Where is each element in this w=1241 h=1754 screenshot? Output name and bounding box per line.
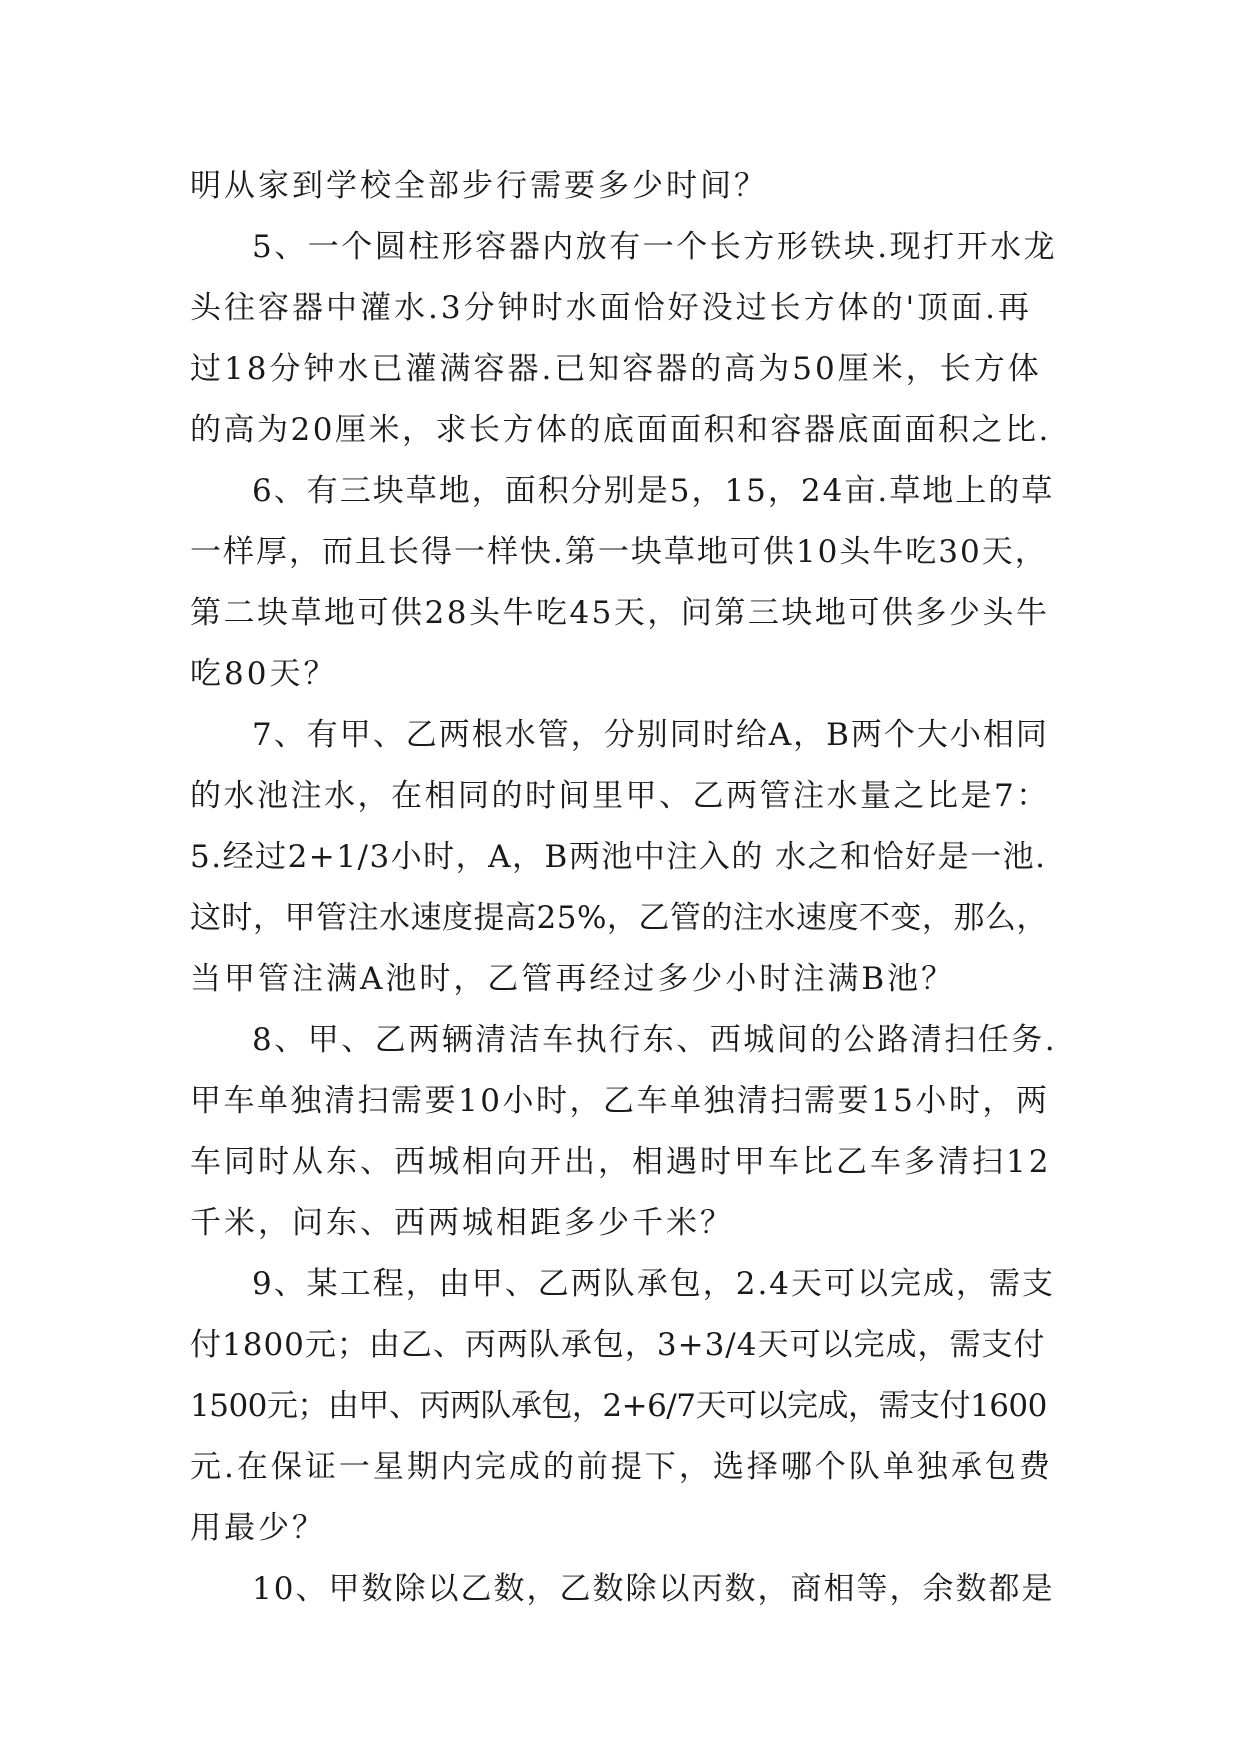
- text-line: 明从家到学校全部步行需要多少时间？: [190, 168, 768, 204]
- document-body: [190, 156, 1058, 1620]
- problem-7-first-line: 7、有甲、乙两根水管，分别同时给A，B两个大小相同: [252, 717, 1049, 753]
- text-line: 的水池注水，在相同的时间里甲、乙两管注水量之比是7：: [190, 778, 1050, 814]
- text-line: 元.在保证一星期内完成的前提下，选择哪个队单独承包费: [190, 1449, 1053, 1485]
- text-line: 这时，甲管注水速度提高25%，乙管的注水速度不变，那么，: [190, 900, 1048, 936]
- text-line: 头往容器中灌水.3分钟时水面恰好没过长方体的'顶面.再: [190, 290, 1032, 326]
- text-line: 用最少？: [190, 1510, 326, 1546]
- text-line: 吃80天？: [190, 656, 338, 692]
- text-line: 的高为20厘米，求长方体的底面面积和容器底面面积之比.: [190, 412, 1051, 448]
- text-line: 当甲管注满A池时，乙管再经过多少小时注满B池？: [190, 961, 956, 997]
- problem-10-first-line: 10、甲数除以乙数，乙数除以丙数，商相等，余数都是: [252, 1571, 1055, 1607]
- text-line: 一样厚，而且长得一样快.第一块草地可供10头牛吃30天，: [190, 534, 1048, 570]
- text-line: 过18分钟水已灌满容器.已知容器的高为50厘米，长方体: [190, 351, 1042, 387]
- text-line: 1500元；由甲、丙两队承包，2+6/7天可以完成，需支付1600: [190, 1388, 1047, 1424]
- problem-9-first-line: 9、某工程，由甲、乙两队承包，2.4天可以完成，需支: [252, 1266, 1056, 1302]
- problem-5-first-line: 5、一个圆柱形容器内放有一个长方形铁块.现打开水龙: [252, 229, 1058, 265]
- text-line: 车同时从东、西城相向开出，相遇时甲车比乙车多清扫12: [190, 1144, 1052, 1180]
- text-line: 5.经过2+1/3小时，A，B两池中注入的 水之和恰好是一池.: [190, 839, 1047, 875]
- problem-6-first-line: 6、有三块草地，面积分别是5，15，24亩.草地上的草: [252, 473, 1055, 509]
- text-line: 付1800元；由乙、丙两队承包，3+3/4天可以完成，需支付: [190, 1327, 1046, 1363]
- text-line: 千米，问东、西两城相距多少千米？: [190, 1205, 734, 1241]
- text-line: 甲车单独清扫需要10小时，乙车单独清扫需要15小时，两: [190, 1083, 1050, 1119]
- text-line: 第二块草地可供28头牛吃45天，问第三块地可供多少头牛: [190, 595, 1050, 631]
- problem-8-first-line: 8、甲、乙两辆清洁车执行东、西城间的公路清扫任务.: [252, 1022, 1058, 1058]
